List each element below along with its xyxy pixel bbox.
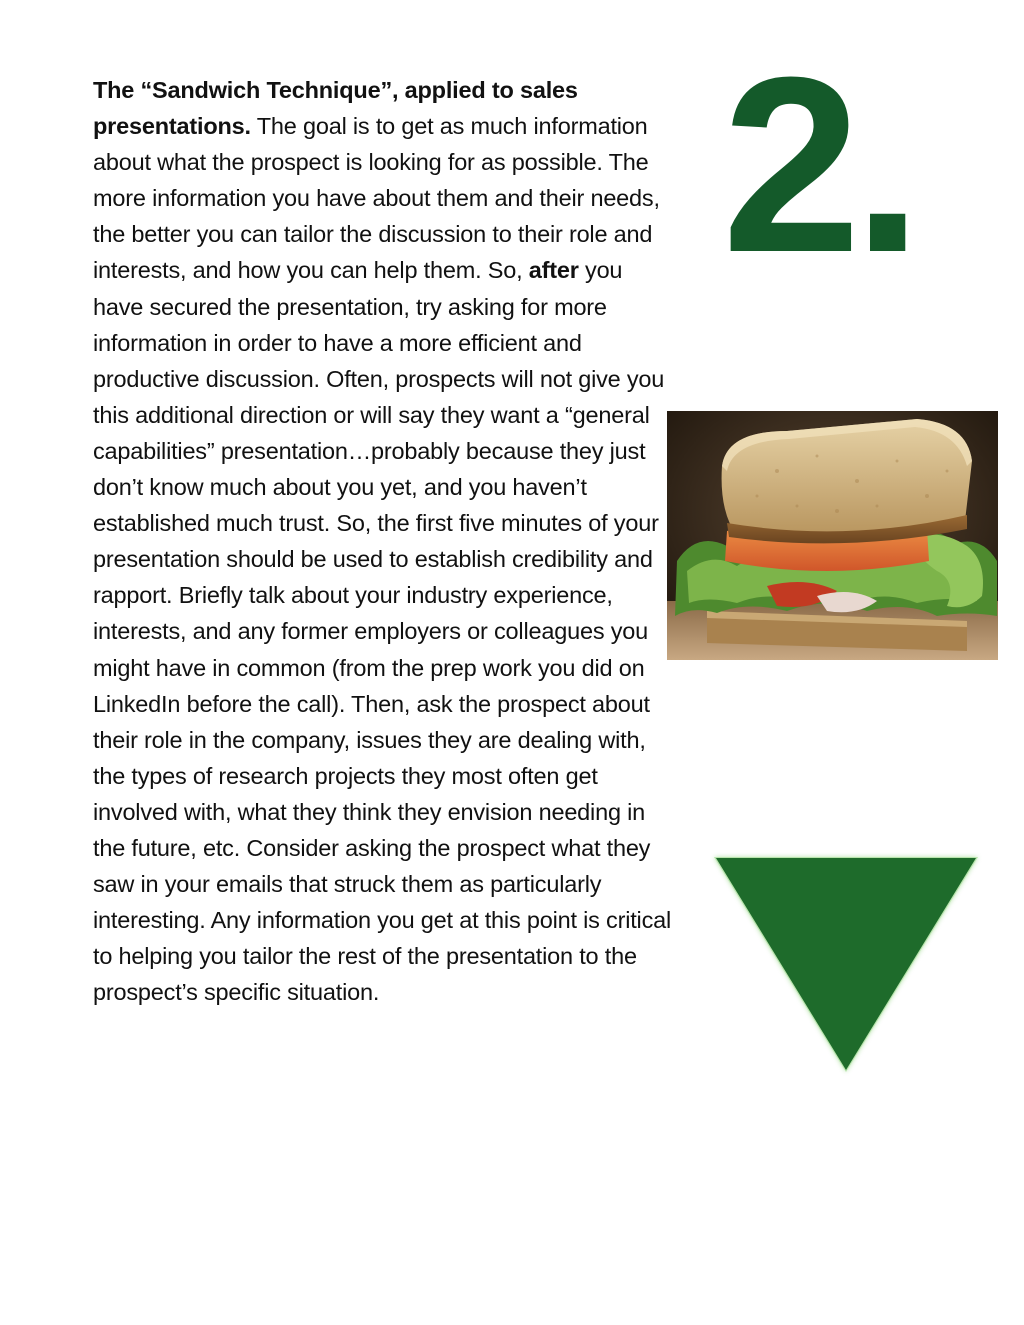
down-triangle-icon xyxy=(708,852,984,1078)
body-paragraph xyxy=(93,72,673,1010)
heading-lead: The “Sandwich Technique”, applied to sales presentations. xyxy=(93,77,578,140)
sandwich-photo xyxy=(667,411,998,660)
paragraph-part-1: The goal is to get as much information about what the prospect is looking for as possible. The more information you have about them and their needs, the better you can tailor the discussion to their role and interests, and how you can help them. So, xyxy=(93,113,660,284)
emphasis-after: after xyxy=(528,257,579,284)
step-number: 2. xyxy=(722,25,915,304)
down-arrow xyxy=(708,852,984,1078)
sandwich-illustration xyxy=(667,411,998,660)
paragraph-part-2: you have secured the presentation, try asking for more information in order to have a more efficient and productive discussion. Often, prospects will not give you this additional direction or will say they want a “general capabilities” presentation…probably because they just don’t know much about you yet, and you haven’t established much trust. So, the first five minutes of your presentation should be used to establish credibility and rapport. Briefly talk about your industry experience, interests, and any former employers or colleagues you might have in common (from the prep work you did on LinkedIn before the call). Then, ask the prospect about their role in the company, issues they are dealing with, the types of research projects they most often get involved with, what they think they envision needing in the future, etc. Consider asking the prospect what they saw in your emails that struck them as particularly interesting. Any information you get at this point is critical to helping you tailor the rest of the presentation to the prospect’s specific situation. xyxy=(93,257,672,1006)
